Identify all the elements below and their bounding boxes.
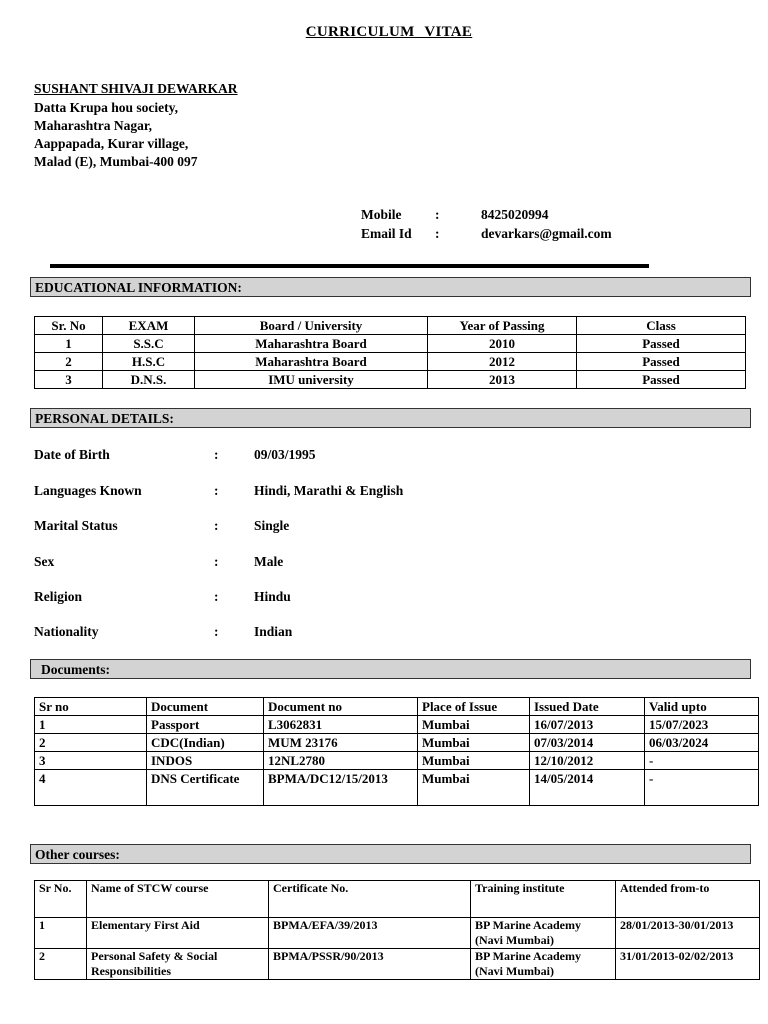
table-row: [35, 371, 746, 389]
table-cell: D.N.S.: [103, 371, 195, 389]
table-cell: Mumbai: [418, 770, 530, 806]
table-cell: 2012: [428, 353, 577, 371]
table-cell: Maharashtra Board: [195, 353, 428, 371]
table-cell: 31/01/2013-02/02/2013: [616, 949, 760, 980]
documents-table: [34, 697, 759, 806]
address-line: Maharashtra Nagar,: [34, 118, 152, 133]
table-cell: Maharashtra Board: [195, 335, 428, 353]
table-cell: Personal Safety & Social Responsibilities: [87, 949, 269, 980]
mobile-separator: :: [435, 207, 440, 222]
table-cell: 15/07/2023: [645, 716, 759, 734]
table-cell: DNS Certificate: [147, 770, 264, 806]
table-row: [35, 335, 746, 353]
table-cell: 16/07/2013: [530, 716, 645, 734]
table-cell: -: [645, 770, 759, 806]
address-line: Aappapada, Kurar village,: [34, 136, 189, 151]
personal-label: Marital Status: [34, 518, 118, 533]
personal-separator: :: [214, 518, 219, 533]
personal-value: Hindi, Marathi & English: [254, 483, 404, 498]
horizontal-rule: [50, 264, 649, 268]
table-cell: BPMA/PSSR/90/2013: [269, 949, 471, 980]
table-row: [35, 752, 759, 770]
documents-heading: Documents:: [30, 659, 751, 679]
table-header: Class: [577, 317, 746, 335]
table-cell: 1: [35, 716, 147, 734]
table-cell: MUM 23176: [264, 734, 418, 752]
page-title: CURRICULUM VITAE: [305, 24, 473, 40]
table-cell: 1: [35, 335, 103, 353]
table-cell: BP Marine Academy (Navi Mumbai): [471, 918, 616, 949]
table-header: Training institute: [471, 881, 616, 918]
table-cell: BPMA/DC12/15/2013: [264, 770, 418, 806]
personal-label: Nationality: [34, 624, 99, 639]
table-cell: BP Marine Academy (Navi Mumbai): [471, 949, 616, 980]
table-cell: IMU university: [195, 371, 428, 389]
table-cell: 14/05/2014: [530, 770, 645, 806]
table-header: Sr no: [35, 698, 147, 716]
personal-separator: :: [214, 483, 219, 498]
personal-separator: :: [214, 589, 219, 604]
contact-block: [361, 205, 612, 243]
table-cell: Passed: [577, 371, 746, 389]
table-header: Board / University: [195, 317, 428, 335]
table-cell: Elementary First Aid: [87, 918, 269, 949]
table-cell: 28/01/2013-30/01/2013: [616, 918, 760, 949]
courses-table: [34, 880, 760, 980]
table-cell: 3: [35, 752, 147, 770]
personal-label: Sex: [34, 554, 55, 569]
table-header: Issued Date: [530, 698, 645, 716]
personal-value: Male: [254, 554, 284, 569]
table-cell: 07/03/2014: [530, 734, 645, 752]
table-cell: 2013: [428, 371, 577, 389]
table-header: Document: [147, 698, 264, 716]
email-value: devarkars@gmail.com: [481, 226, 612, 241]
table-header: Sr No.: [35, 881, 87, 918]
education-table: [34, 316, 746, 389]
table-cell: 2: [35, 949, 87, 980]
table-cell: 2: [35, 734, 147, 752]
table-cell: H.S.C: [103, 353, 195, 371]
table-cell: -: [645, 752, 759, 770]
personal-heading: PERSONAL DETAILS:: [30, 408, 751, 428]
personal-value: 09/03/1995: [254, 447, 316, 462]
personal-separator: :: [214, 447, 219, 462]
table-cell: L3062831: [264, 716, 418, 734]
table-row: [35, 918, 760, 949]
address-line: Datta Krupa hou society,: [34, 100, 179, 115]
table-header: Attended from-to: [616, 881, 760, 918]
table-row: [35, 734, 759, 752]
table-cell: BPMA/EFA/39/2013: [269, 918, 471, 949]
table-cell: 3: [35, 371, 103, 389]
table-row: [35, 949, 760, 980]
table-header: EXAM: [103, 317, 195, 335]
courses-heading: Other courses:: [30, 844, 751, 864]
table-header: Name of STCW course: [87, 881, 269, 918]
table-cell: Passed: [577, 335, 746, 353]
table-cell: 12/10/2012: [530, 752, 645, 770]
table-header: Valid upto: [645, 698, 759, 716]
table-row: [35, 770, 759, 806]
table-cell: Mumbai: [418, 716, 530, 734]
table-row: [35, 353, 746, 371]
table-cell: 1: [35, 918, 87, 949]
table-header-row: [35, 881, 760, 918]
personal-value: Indian: [254, 624, 293, 639]
table-cell: 2: [35, 353, 103, 371]
table-cell: 12NL2780: [264, 752, 418, 770]
table-header: Document no: [264, 698, 418, 716]
mobile-label: Mobile: [361, 207, 402, 222]
table-cell: 4: [35, 770, 147, 806]
table-header: Certificate No.: [269, 881, 471, 918]
personal-label: Languages Known: [34, 483, 142, 498]
personal-value: Single: [254, 518, 290, 533]
table-cell: 06/03/2024: [645, 734, 759, 752]
personal-separator: :: [214, 624, 219, 639]
table-cell: 2010: [428, 335, 577, 353]
table-header-row: [35, 698, 759, 716]
table-cell: Mumbai: [418, 734, 530, 752]
address-line: Malad (E), Mumbai-400 097: [34, 154, 198, 169]
table-cell: INDOS: [147, 752, 264, 770]
table-row: [35, 716, 759, 734]
mobile-value: 8425020994: [481, 207, 549, 222]
table-cell: Passport: [147, 716, 264, 734]
email-label: Email Id: [361, 226, 412, 241]
table-header: Year of Passing: [428, 317, 577, 335]
table-cell: Passed: [577, 353, 746, 371]
table-header: Place of Issue: [418, 698, 530, 716]
education-heading: EDUCATIONAL INFORMATION:: [30, 277, 751, 297]
candidate-name: SUSHANT SHIVAJI DEWARKAR: [34, 81, 238, 96]
personal-separator: :: [214, 554, 219, 569]
email-separator: :: [435, 226, 440, 241]
table-cell: Mumbai: [418, 752, 530, 770]
table-cell: S.S.C: [103, 335, 195, 353]
table-cell: CDC(Indian): [147, 734, 264, 752]
personal-label: Religion: [34, 589, 83, 604]
table-header-row: [35, 317, 746, 335]
personal-label: Date of Birth: [34, 447, 110, 462]
personal-value: Hindu: [254, 589, 291, 604]
table-header: Sr. No: [35, 317, 103, 335]
